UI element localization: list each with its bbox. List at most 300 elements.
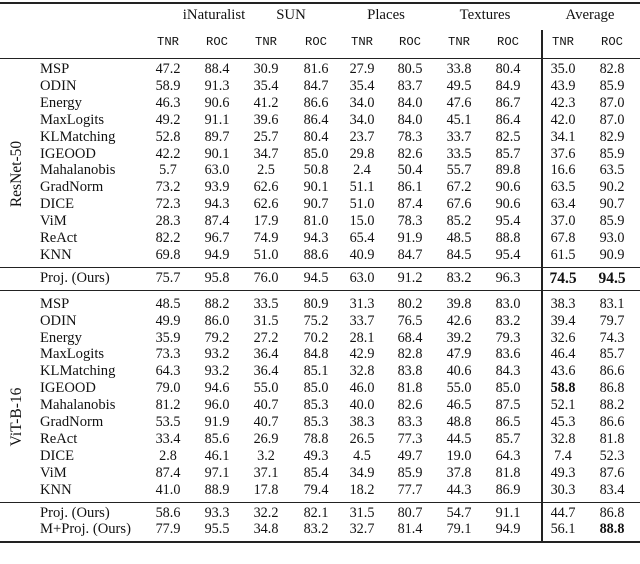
table-cell: 26.5 [349,430,375,447]
table-cell: 79.1 [446,521,472,538]
table-cell: 46.0 [349,380,375,397]
table-cell: 94.9 [204,246,230,263]
table-cell: 53.5 [155,414,181,430]
table-cell: 50.8 [303,162,329,179]
table-cell: 33.7 [446,128,472,145]
table-cell: 40.6 [446,363,472,380]
table-cell: 79.0 [155,380,181,397]
table-cell: 81.4 [397,521,423,538]
table-cell: 37.8 [446,464,472,481]
metric-header: ROC [601,35,623,49]
table-cell: 74.9 [253,230,279,246]
column-header: Textures [459,7,511,23]
group-label: ViT-B-16 [8,387,25,447]
table-cell: 29.8 [349,145,375,162]
table-cell: 88.4 [204,61,230,77]
table-cell: 81.0 [303,213,329,230]
table-cell: 31.3 [349,295,375,312]
table-cell: 81.2 [155,397,181,414]
table-cell: 40.9 [349,246,375,263]
table-cell: 87.6 [599,464,625,481]
table-cell: 48.5 [446,230,472,246]
table-cell: 63.5 [550,179,576,196]
table-cell: 58.6 [155,504,181,521]
metric-header: ROC [305,35,327,49]
table-cell: 94.5 [303,269,329,286]
table-cell: 39.8 [446,295,472,312]
table-cell: 82.9 [599,128,625,145]
table-cell: 87.4 [397,196,423,213]
table-cell: 87.0 [599,111,625,128]
table-cell: 83.6 [495,346,521,363]
table-cell: 91.9 [204,414,230,430]
method-name: Proj. (Ours) [40,504,110,521]
method-name: IGEOOD [40,380,96,397]
table-cell: 85.3 [303,397,329,414]
table-cell: 86.4 [303,111,329,128]
table-cell: 83.1 [599,295,625,312]
table-cell: 37.0 [550,213,576,230]
table-cell: 35.9 [155,329,181,346]
table-cell: 91.9 [397,230,423,246]
table-cell: 82.6 [397,397,423,414]
table-cell: 77.3 [397,430,423,447]
table-cell: 90.7 [303,196,329,213]
table-cell: 86.8 [599,380,625,397]
table-cell: 87.5 [495,397,521,414]
table-cell: 55.0 [253,380,279,397]
table-cell: 85.0 [303,145,329,162]
table-cell: 34.9 [349,464,375,481]
table-cell: 47.6 [446,94,472,111]
method-name: ViM [40,464,67,481]
table-cell: 19.0 [446,447,472,464]
table-cell: 32.8 [550,430,576,447]
metric-header: TNR [448,35,470,49]
table-cell: 83.0 [495,295,521,312]
table-cell: 64.3 [155,363,181,380]
method-name: Energy [40,94,82,111]
table-cell: 42.6 [446,312,472,329]
table-cell: 86.5 [495,414,521,430]
table-cell: 68.4 [397,329,423,346]
table-cell: 48.5 [155,295,181,312]
table-cell: 85.4 [303,464,329,481]
table-cell: 80.2 [397,295,423,312]
table-cell: 89.8 [495,162,521,179]
table-cell: 90.2 [599,179,625,196]
table-cell: 38.3 [349,414,375,430]
method-name: Proj. (Ours) [40,269,110,286]
table-cell: 46.5 [446,397,472,414]
table-cell: 86.7 [495,94,521,111]
table-cell: 85.2 [446,213,472,230]
table-cell: 52.1 [550,397,576,414]
table-cell: 49.5 [446,77,472,94]
table-cell: 33.5 [446,145,472,162]
table-cell: 17.9 [253,213,279,230]
table-cell: 5.7 [159,162,177,179]
table-cell: 88.8 [495,230,521,246]
table-cell: 83.2 [446,269,472,286]
table-cell: 93.0 [599,230,625,246]
table-cell: 46.4 [550,346,576,363]
method-name: ReAct [40,230,78,246]
table-cell: 52.3 [599,447,625,464]
table-cell: 18.2 [349,481,375,498]
method-name: KLMatching [40,128,116,145]
method-name: GradNorm [40,414,104,430]
table-cell: 85.9 [599,77,625,94]
table-cell: 35.0 [550,61,576,77]
table-cell: 90.1 [204,145,230,162]
table-cell: 93.2 [204,346,230,363]
bottom-rule [0,541,640,543]
method-name: DICE [40,447,75,464]
table-cell: 40.0 [349,397,375,414]
table-cell: 64.3 [495,447,521,464]
table-cell: 83.8 [397,363,423,380]
table-cell: 83.2 [303,521,329,538]
table-cell: 69.8 [155,246,181,263]
table-cell: 85.7 [495,430,521,447]
table-cell: 44.3 [446,481,472,498]
table-cell: 61.5 [550,246,576,263]
table-cell: 76.0 [253,269,279,286]
table-cell: 82.5 [495,128,521,145]
table-cell: 79.3 [495,329,521,346]
table-cell: 84.3 [495,363,521,380]
table-cell: 26.9 [253,430,279,447]
table-cell: 95.4 [495,213,521,230]
table-cell: 31.5 [349,504,375,521]
table-cell: 85.7 [599,346,625,363]
table-cell: 39.4 [550,312,576,329]
table-cell: 86.9 [495,481,521,498]
table-cell: 63.5 [599,162,625,179]
table-cell: 85.9 [599,145,625,162]
table-cell: 91.1 [495,504,521,521]
table-cell: 38.3 [550,295,576,312]
table-cell: 33.8 [446,61,472,77]
table-cell: 51.0 [349,196,375,213]
table-cell: 80.7 [397,504,423,521]
table-cell: 81.8 [397,380,423,397]
table-cell: 62.6 [253,196,279,213]
table-cell: 41.2 [253,94,279,111]
table-cell: 94.9 [495,521,521,538]
table-cell: 65.4 [349,230,375,246]
table-cell: 40.7 [253,397,279,414]
method-name: MaxLogits [40,111,105,128]
table-cell: 81.6 [303,61,329,77]
column-header: SUN [276,7,306,23]
table-cell: 79.4 [303,481,329,498]
table-cell: 76.5 [397,312,423,329]
table-cell: 51.1 [349,179,375,196]
header-rule [0,58,640,59]
table-cell: 86.0 [204,312,230,329]
table-cell: 82.2 [155,230,181,246]
table-cell: 16.6 [550,162,576,179]
table-cell: 46.1 [204,447,230,464]
table-cell: 90.6 [495,196,521,213]
average-separator [541,30,543,541]
table-cell: 74.3 [599,329,625,346]
table-cell: 82.1 [303,504,329,521]
table-cell: 17.8 [253,481,279,498]
column-header: Average [565,7,615,23]
method-name: KNN [40,481,72,498]
table-cell: 36.4 [253,346,279,363]
table-cell: 84.0 [397,111,423,128]
table-cell: 93.3 [204,504,230,521]
table-cell: 27.9 [349,61,375,77]
table-cell: 90.6 [204,94,230,111]
table-cell: 41.0 [155,481,181,498]
metric-header: TNR [351,35,373,49]
method-name: ODIN [40,77,77,94]
table-cell: 44.5 [446,430,472,447]
table-cell: 31.5 [253,312,279,329]
method-name: GradNorm [40,179,104,196]
method-name: MSP [40,295,70,312]
top-rule [0,2,640,4]
table-cell: 2.5 [257,162,275,179]
table-cell: 86.4 [495,111,521,128]
table-cell: 42.0 [550,111,576,128]
table-cell: 88.9 [204,481,230,498]
table-cell: 44.7 [550,504,576,521]
table-cell: 93.9 [204,179,230,196]
table-cell: 49.9 [155,312,181,329]
column-header: Places [367,7,405,23]
ours-rule [0,502,640,503]
table-cell: 97.1 [204,464,230,481]
table-cell: 45.1 [446,111,472,128]
table-cell: 73.2 [155,179,181,196]
table-cell: 36.4 [253,363,279,380]
table-cell: 37.6 [550,145,576,162]
table-cell: 94.5 [598,269,626,287]
table-cell: 35.4 [349,77,375,94]
table-cell: 51.0 [253,246,279,263]
method-name: ODIN [40,312,77,329]
table-cell: 30.3 [550,481,576,498]
table-cell: 78.3 [397,213,423,230]
table-cell: 96.0 [204,397,230,414]
table-cell: 43.6 [550,363,576,380]
table-cell: 96.7 [204,230,230,246]
table-cell: 46.3 [155,94,181,111]
table-cell: 80.4 [303,128,329,145]
table-cell: 42.3 [550,94,576,111]
table-cell: 95.4 [495,246,521,263]
table-cell: 49.3 [303,447,329,464]
table-cell: 77.9 [155,521,181,538]
method-name: M+Proj. (Ours) [40,521,131,538]
table-cell: 63.0 [204,162,230,179]
table-cell: 93.2 [204,363,230,380]
table-cell: 2.8 [159,447,177,464]
table-cell: 39.6 [253,111,279,128]
table-cell: 78.8 [303,430,329,447]
table-cell: 23.7 [349,128,375,145]
method-name: Energy [40,329,82,346]
table-cell: 28.1 [349,329,375,346]
table-cell: 86.6 [599,414,625,430]
table-cell: 75.7 [155,269,181,286]
method-name: ReAct [40,430,78,447]
metric-header: TNR [552,35,574,49]
method-name: Mahalanobis [40,162,116,179]
table-cell: 74.5 [549,269,577,287]
table-cell: 67.2 [446,179,472,196]
table-cell: 86.6 [303,94,329,111]
table-cell: 87.4 [204,213,230,230]
table-cell: 33.5 [253,295,279,312]
table-cell: 96.3 [495,269,521,286]
table-cell: 52.8 [155,128,181,145]
column-header: iNaturalist [182,7,246,23]
table-cell: 82.8 [397,346,423,363]
table-cell: 85.6 [204,430,230,447]
method-name: MSP [40,61,70,77]
table-cell: 67.6 [446,196,472,213]
table-cell: 3.2 [257,447,275,464]
method-name: ViM [40,213,67,230]
table-cell: 85.3 [303,414,329,430]
table-cell: 47.2 [155,61,181,77]
table-cell: 85.9 [397,464,423,481]
table-cell: 42.2 [155,145,181,162]
table-cell: 88.2 [204,295,230,312]
table-cell: 49.2 [155,111,181,128]
table-cell: 56.1 [550,521,576,538]
table-cell: 32.2 [253,504,279,521]
table-cell: 7.4 [554,447,572,464]
table-cell: 86.8 [599,504,625,521]
table-cell: 4.5 [353,447,371,464]
metric-header: ROC [399,35,421,49]
table-cell: 79.7 [599,312,625,329]
table-cell: 45.3 [550,414,576,430]
table-cell: 62.6 [253,179,279,196]
table-cell: 91.3 [204,77,230,94]
table-cell: 85.0 [303,380,329,397]
table-cell: 90.1 [303,179,329,196]
table-cell: 86.1 [397,179,423,196]
table-cell: 87.0 [599,94,625,111]
table-cell: 42.9 [349,346,375,363]
table-cell: 80.4 [495,61,521,77]
method-name: KNN [40,246,72,263]
table-cell: 84.8 [303,346,329,363]
table-cell: 90.7 [599,196,625,213]
table-cell: 49.3 [550,464,576,481]
table-cell: 87.4 [155,464,181,481]
table-cell: 34.1 [550,128,576,145]
metric-header: TNR [255,35,277,49]
metric-header: TNR [157,35,179,49]
table-cell: 77.7 [397,481,423,498]
table-cell: 88.2 [599,397,625,414]
table-cell: 55.7 [446,162,472,179]
table-cell: 83.4 [599,481,625,498]
table-cell: 91.1 [204,111,230,128]
table-cell: 85.1 [303,363,329,380]
table-cell: 88.8 [599,521,625,538]
table-cell: 85.9 [599,213,625,230]
group-rule [0,290,640,292]
table-cell: 94.3 [303,230,329,246]
table-cell: 58.9 [155,77,181,94]
table-cell: 58.8 [550,380,576,397]
table-cell: 34.0 [349,111,375,128]
table-cell: 78.3 [397,128,423,145]
table-cell: 86.6 [599,363,625,380]
table-cell: 30.9 [253,61,279,77]
table-cell: 79.2 [204,329,230,346]
table-cell: 94.3 [204,196,230,213]
table-cell: 40.7 [253,414,279,430]
table-cell: 84.7 [303,77,329,94]
table-cell: 34.7 [253,145,279,162]
table-cell: 84.0 [397,94,423,111]
table-cell: 43.9 [550,77,576,94]
table-cell: 85.7 [495,145,521,162]
table-cell: 33.7 [349,312,375,329]
method-name: DICE [40,196,75,213]
metric-header: ROC [497,35,519,49]
table-cell: 95.8 [204,269,230,286]
table-cell: 48.8 [446,414,472,430]
table-cell: 81.8 [495,464,521,481]
table-cell: 67.8 [550,230,576,246]
table-cell: 27.2 [253,329,279,346]
table-cell: 37.1 [253,464,279,481]
table-cell: 91.2 [397,269,423,286]
group-label: ResNet-50 [8,140,25,207]
table-cell: 82.8 [599,61,625,77]
method-name: IGEOOD [40,145,96,162]
table-cell: 35.4 [253,77,279,94]
table-cell: 80.9 [303,295,329,312]
table-cell: 63.0 [349,269,375,286]
metric-header: ROC [206,35,228,49]
table-cell: 70.2 [303,329,329,346]
table-cell: 39.2 [446,329,472,346]
table-cell: 73.3 [155,346,181,363]
table-cell: 15.0 [349,213,375,230]
table-cell: 89.7 [204,128,230,145]
table-cell: 25.7 [253,128,279,145]
table-cell: 55.0 [446,380,472,397]
table-cell: 83.3 [397,414,423,430]
table-cell: 50.4 [397,162,423,179]
table-cell: 32.7 [349,521,375,538]
table-cell: 75.2 [303,312,329,329]
table-cell: 34.0 [349,94,375,111]
table-cell: 63.4 [550,196,576,213]
table-cell: 83.2 [495,312,521,329]
table-cell: 83.7 [397,77,423,94]
table-cell: 54.7 [446,504,472,521]
table-cell: 90.9 [599,246,625,263]
table-cell: 28.3 [155,213,181,230]
table-cell: 34.8 [253,521,279,538]
table-cell: 84.5 [446,246,472,263]
